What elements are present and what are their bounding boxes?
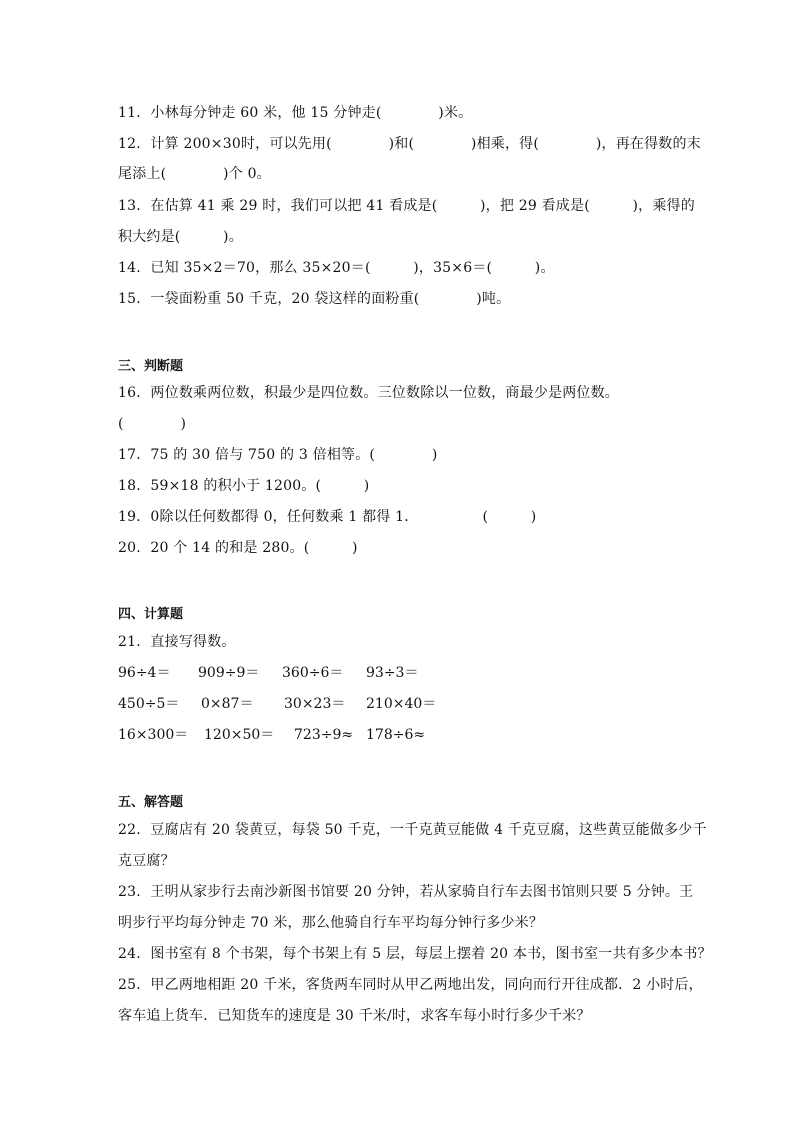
question-25: 25．甲乙两地相距 20 千米，客货两车同时从甲乙两地出发，同向而行开往成都．2 小时后， (118, 977, 703, 993)
question-23-continued: 明步行平均每分钟走 70 米，那么他骑自行车平均每分钟行多少米？ (118, 915, 544, 931)
calc-item: 360÷6＝ (282, 665, 344, 681)
calc-item: 93÷3＝ (366, 665, 419, 681)
question-16-answer-blank: ( ) (118, 416, 187, 432)
calc-item: 0×87＝ (201, 696, 254, 712)
question-22: 22．豆腐店有 20 袋黄豆，每袋 50 千克，一千克黄豆能做 4 千克豆腐，这些黄豆能做多少千 (118, 822, 707, 838)
calc-item: 96÷4＝ (118, 665, 171, 681)
calc-item: 450÷5＝ (118, 696, 180, 712)
calc-item: 178÷6≈ (366, 727, 426, 743)
question-12: 12．计算 200×30时，可以先用( )和( )相乘，得( )，再在得数的末 (118, 136, 701, 152)
question-20: 20．20 个 14 的和是 280。( ) (118, 540, 358, 556)
question-16: 16．两位数乘两位数，积最少是四位数。三位数除以一位数，商最少是两位数。 (118, 385, 620, 401)
question-11: 11．小林每分钟走 60 米，他 15 分钟走( )米。 (118, 105, 473, 121)
question-17: 17．75 的 30 倍与 750 的 3 倍相等。( ) (118, 447, 438, 463)
section-heading-solve: 五、解答题 (118, 795, 184, 810)
question-23: 23．王明从家步行去南沙新图书馆要 20 分钟，若从家骑自行车去图书馆则只要 5 分钟。王 (118, 884, 694, 900)
calc-row (118, 726, 538, 744)
question-15: 15．一袋面粉重 50 千克，20 袋这样的面粉重( )吨。 (118, 291, 511, 307)
calc-item: 723÷9≈ (294, 727, 354, 743)
calc-row (118, 664, 538, 682)
question-21: 21．直接写得数。 (118, 634, 236, 650)
question-14: 14．已知 35×2＝70，那么 35×20＝( )，35×6＝( )。 (118, 260, 555, 276)
question-19: 19．0除以任何数都得 0，任何数乘 1 都得 1． ( ) (118, 509, 537, 525)
question-13-continued: 积大约是( )。 (118, 229, 243, 245)
section-heading-calc: 四、计算题 (118, 607, 184, 622)
question-18: 18．59×18 的积小于 1200。( ) (118, 478, 370, 494)
question-12-continued: 尾添上( )个 0。 (118, 166, 271, 182)
question-25-continued: 客车追上货车．已知货车的速度是 30 千米/时，求客车每小时行多少千米？ (118, 1008, 591, 1024)
calc-item: 16×300＝ (118, 727, 189, 743)
section-heading-judge: 三、判断题 (118, 359, 184, 374)
calc-item: 909÷9＝ (198, 665, 260, 681)
question-22-continued: 克豆腐？ (118, 853, 175, 869)
calc-item: 120×50＝ (204, 727, 275, 743)
calc-item: 30×23＝ (284, 696, 346, 712)
question-13: 13．在估算 41 乘 29 时，我们可以把 41 看成是( )，把 29 看成是( )，乘得的 (118, 198, 695, 214)
question-24: 24．图书室有 8 个书架，每个书架上有 5 层，每层上摆着 20 本书，图书室一共有多少本书？ (118, 946, 712, 962)
calc-item: 210×40＝ (366, 696, 437, 712)
calc-row (118, 695, 538, 713)
